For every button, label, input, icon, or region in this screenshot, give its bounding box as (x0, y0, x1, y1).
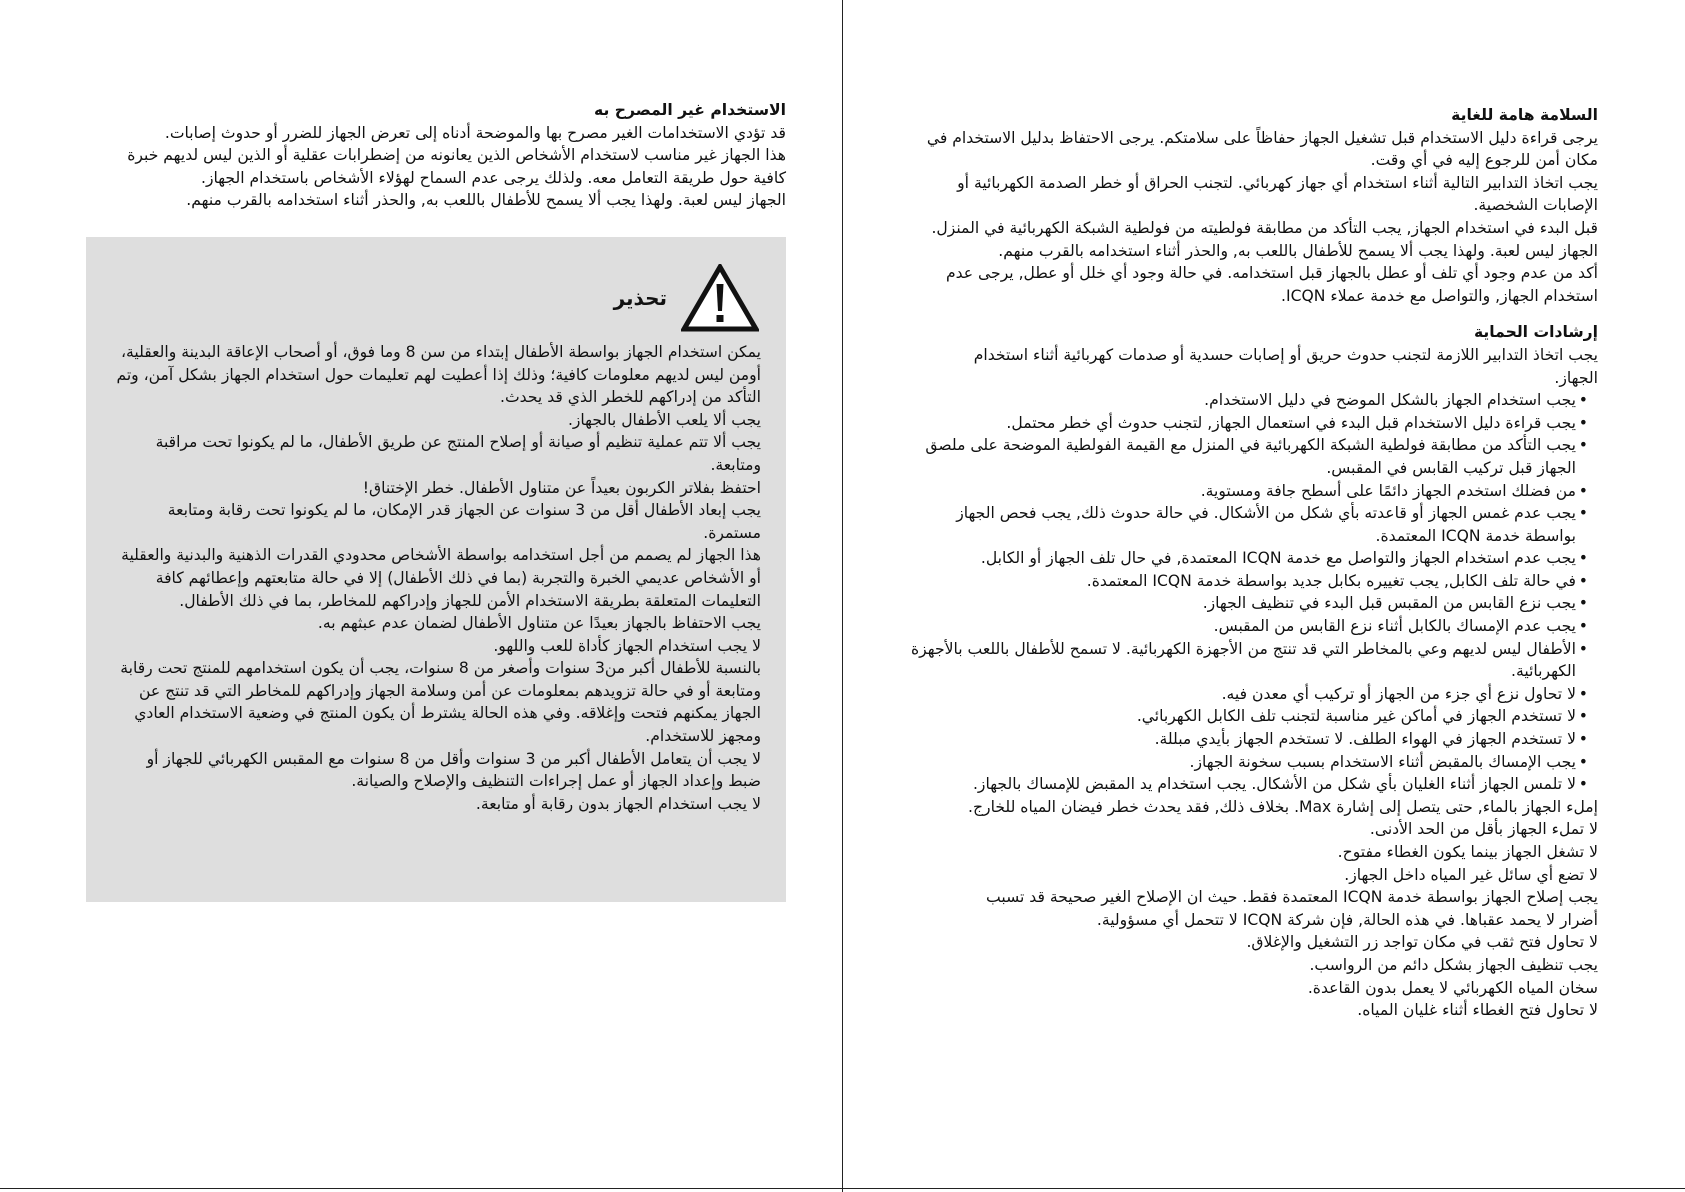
page-divider-bottom (0, 1188, 1685, 1189)
safety-line: أكد من عدم وجود أي تلف أو عطل بالجهاز قبل استخدامه. في حالة وجود أي خلل أو عطل, يرجى عدم (945, 264, 1598, 283)
instruction-line: لا تشغل الجهاز بينما يكون الغطاء مفتوح. (1337, 843, 1598, 861)
bullet-item: • لا تحاول نزع أي جزء من الجهاز أو تركيب أي معدن فيه. (905, 683, 1598, 706)
warning-header (108, 263, 759, 333)
warning-title: تحذير (613, 285, 667, 310)
warning-line: هذا الجهاز لم يصمم من أجل استخدامه بواسطة الأشخاص محدودي القدرات الذهنية والبدنية والعقلية (121, 546, 761, 565)
protection-bullet-list (905, 389, 1598, 796)
warning-line: الجهاز يمكنهم فتحت وإغلاقه. وفي هذه الحالة يشترط أن يكون المنتج في وضعية الاستخدام العادي (134, 704, 761, 723)
bullet-item: • يجب نزع القابس من المقبس قبل البدء في تنظيف الجهاز. (905, 592, 1598, 615)
safety-line: يجب اتخاذ التدابير التالية أثناء استخدام أي جهاز كهربائي. لتجنب الحراق أو خطر الصدمة الكهربائية أو (957, 173, 1598, 192)
warning-line: أو الأشخاص عديمي الخبرة والتجربة (بما في ذلك الأطفال) إلا في حالة متابعتهم وإعطائهم كافة (155, 568, 761, 587)
unauthorized-use-paragraph (86, 122, 786, 212)
instruction-line: لا تحاول فتح الغطاء أثناء غليان المياه. (1357, 1001, 1598, 1020)
bullet-item: • يجب الإمساك بالمقبض أثناء الاستخدام بسبب سخونة الجهاز. (905, 751, 1598, 774)
paragraph-line: كافية حول طريقة التعامل معه. ولذلك يرجى عدم السماح لهؤلاء الأشخاص باستخدام الجهاز. (201, 168, 786, 187)
instruction-line: أضرار لا يحمد عقباها. في هذه الحالة, فإن شركة ICQN لا تتحمل أي مسؤولية. (1096, 910, 1598, 929)
warning-line: يجب ألا يلعب الأطفال بالجهاز. (567, 410, 761, 429)
bullet-item: • لا تستخدم الجهاز في الهواء الطلف. لا تستخدم الجهاز بأيدي مبللة. (905, 728, 1598, 751)
bullet-item: • يجب عدم استخدام الجهاز والتواصل مع خدمة ICQN المعتمدة, في حال تلف الجهاز أو الكابل. (905, 547, 1598, 570)
unauthorized-use-heading: الاستخدام غير المصرح به (594, 101, 786, 119)
warning-triangle-icon (681, 264, 759, 332)
right-page (905, 104, 1598, 1022)
warning-line: يجب ألا تتم عملية تنظيم أو صيانة أو إصلاح المنتج عن طريق الأطفال، ما لم يكونوا تحت مراقبة (155, 433, 761, 452)
warning-line: لا يجب استخدام الجهاز بدون رقابة أو متابعة. (475, 794, 761, 813)
instruction-line: لا تملء الجهاز بأقل من الحد الأدنى. (1369, 820, 1598, 839)
warning-line: يجب إبعاد الأطفال أقل من 3 سنوات عن الجهاز قدر الإمكان، ما لم يكونوا تحت رقابة ومتابعة (167, 501, 761, 520)
instruction-line: يجب تنظيف الجهاز بشكل دائم من الرواسب. (1309, 955, 1598, 974)
instruction-line: إملء الجهاز بالماء, حتى يتصل إلى إشارة Max. بخلاف ذلك, فقد يحدث خطر فيضان المياه للخارج. (968, 797, 1598, 816)
paragraph-line: الجهاز ليس لعبة. ولهذا يجب ألا يسمح للأطفال باللعب به, والحذر أثناء استخدامه بالقرب منهم. (186, 191, 786, 210)
warning-line: ومتابعة أو في حالة تزويدهم بمعلومات عن أمن وسلامة الجهاز وإدراكهم للمخاطر التي قد تنتج عن (138, 681, 761, 700)
safety-paragraph (905, 127, 1598, 308)
warning-line: التعليمات المتعلقة بطريقة الاستخدام الأمن للجهاز وإدراكهم للمخاطر، بما في ذلك الأطفال. (179, 591, 761, 610)
warning-line: ضبط وإعداد الجهاز أو عمل إجراءات التنظيف والإصلاح والصيانة. (351, 772, 761, 791)
bullet-item: • لا تستخدم الجهاز في أماكن غير مناسبة لتجنب تلف الكابل الكهربائي. (905, 705, 1598, 728)
bullet-item: • يجب عدم الإمساك بالكابل أثناء نزع القابس من المقبس. (905, 615, 1598, 638)
protection-intro (905, 344, 1598, 389)
warning-line: مستمرة. (703, 523, 761, 542)
warning-box (86, 237, 786, 902)
paragraph-line: هذا الجهاز غير مناسب لاستخدام الأشخاص الذين يعانونه من إضطرابات عقلية أو الذين ليس لديهم خبرة (127, 146, 786, 165)
safety-line: مكان أمن للرجوع إليه في أي وقت. (1370, 151, 1598, 170)
bullet-item: • في حالة تلف الكابل, يجب تغييره بكابل جديد بواسطة خدمة ICQN المعتمدة. (905, 570, 1598, 593)
bullet-item: • لا تلمس الجهاز أثناء الغليان بأي شكل من الأشكال. يجب استخدام يد المقبض للإمساك بالجهاز. (905, 773, 1598, 796)
safety-line: قبل البدء في استخدام الجهاز, يجب التأكد من مطابقة فولطيته من فولطية الشبكة الكهربائية في المنزل. (931, 218, 1598, 237)
bullet-item: • من فضلك استخدم الجهاز دائمًا على أسطح جافة ومستوية. (905, 480, 1598, 503)
warning-line: أومن ليس لديهم معلومات كافية؛ وذلك إذا أعطيت لهم تعليمات حول استخدام الجهاز بشكل آمن، وتم (116, 365, 761, 384)
intro-line: يجب اتخاذ التدابير اللازمة لتجنب حدوث حريق أو إصابات حسدية أو صدمات كهربائية أثناء استخدام (973, 345, 1598, 364)
page-divider-vertical (842, 0, 843, 1192)
warning-line: ومتابعة. (710, 455, 761, 474)
bullet-item: • يجب عدم غمس الجهاز أو قاعدته بأي شكل من الأشكال. في حالة حدوث ذلك, يجب فحص الجهاز بواسطة خدمة ICQN المعتمدة. (905, 502, 1598, 547)
safety-line: الجهاز ليس لعبة. ولهذا يجب ألا يسمح للأطفال باللعب به, والحذر أثناء استخدامه بالقرب منهم. (998, 241, 1598, 260)
warning-text (108, 341, 761, 815)
paragraph-line: قد تؤدي الاستخدامات الغير مصرح بها والموضحة أدناه إلى تعرض الجهاز للضرر أو حدوث إصابات. (164, 123, 786, 142)
warning-line: يمكن استخدام الجهاز بواسطة الأطفال إبتداء من سن 8 وما فوق، أو أصحاب الإعاقة البدينة والعقلية، (121, 342, 761, 361)
warning-line: احتفظ بفلاتر الكربون بعيداً عن متناول الأطفال. خطر الإختناق! (362, 478, 761, 497)
instruction-line: يجب إصلاح الجهاز بواسطة خدمة ICQN المعتمدة فقط. حيث ان الإصلاح الغير صحيحة قد تسبب (986, 888, 1598, 907)
bullet-item: • يجب قراءة دليل الاستخدام قبل البدء في استعمال الجهاز, لتجنب حدوث أي خطر محتمل. (905, 412, 1598, 435)
protection-extra-instructions (905, 796, 1598, 1022)
safety-line: يرجى قراءة دليل الاستخدام قبل تشغيل الجهاز حفاظاً على سلامتكم. يرجى الاحتفاظ بدليل الاستخدام في (926, 128, 1598, 147)
instruction-line: سخان المياه الكهربائي لا يعمل بدون القاعدة. (1307, 978, 1598, 997)
warning-line: لا يجب أن يتعامل الأطفال أكبر من 3 سنوات وأقل من 8 سنوات مع المقبس الكهربائي للجهاز أو (146, 749, 761, 768)
intro-line: الجهاز. (1554, 368, 1598, 387)
warning-line: لا يجب استخدام الجهاز كأداة للعب واللهو. (493, 636, 761, 655)
safety-heading: السلامة هامة للغاية (1451, 106, 1598, 124)
left-page (86, 99, 786, 902)
bullet-item: • يجب التأكد من مطابقة فولطية الشبكة الكهربائية في المنزل مع القيمة الفولطية الموضحة على ملصق الجهاز قبل تركيب القابس في المقبس. (905, 434, 1598, 479)
warning-line: بالنسبة للأطفال أكبر من3 سنوات وأصغر من 8 سنوات، يجب أن يكون استخدامهم للمنتج تحت رقابة (120, 659, 761, 678)
safety-line: الإصابات الشخصية. (1473, 196, 1598, 215)
safety-line: استخدام الجهاز, والتواصل مع خدمة عملاء ICQN. (1281, 286, 1598, 305)
instruction-line: لا تضع أي سائل غير المياه داخل الجهاز. (1344, 865, 1598, 884)
instruction-line: لا تحاول فتح ثقب في مكان تواجد زر التشغيل والإغلاق. (1246, 933, 1598, 952)
bullet-item: • يجب استخدام الجهاز بالشكل الموضح في دليل الاستخدام. (905, 389, 1598, 412)
warning-line: ومجهز للاستخدام. (645, 727, 761, 746)
bullet-item: • الأطفال ليس لديهم وعي بالمخاطر التي قد تنتج من الأجهزة الكهربائية. لا تسمح للأطفال باللعب بالأجهزة الكهربائية. (905, 638, 1598, 683)
warning-line: يجب الاحتفاظ بالجهاز بعيدًا عن متناول الأطفال لضمان عدم عبثهم به. (317, 614, 761, 633)
warning-line: التأكد من إدراكهم للخطر الذي قد يحدث. (500, 388, 761, 407)
protection-heading: إرشادات الحماية (1473, 323, 1598, 342)
